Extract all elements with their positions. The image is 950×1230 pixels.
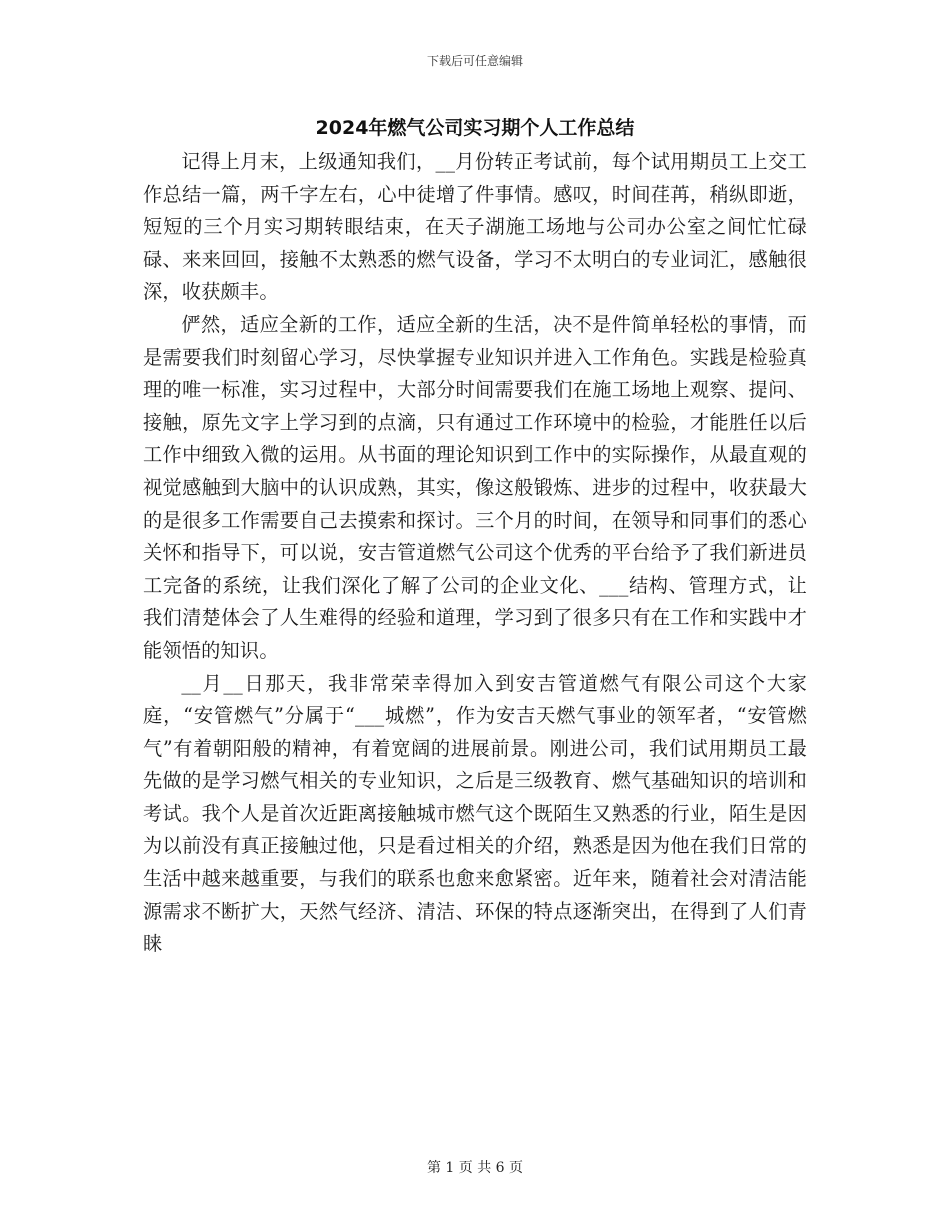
paragraph-1: 记得上月末，上级通知我们，__月份转正考试前，每个试用期员工上交工作总结一篇，两千字左右，心中徒增了件事情。感叹，时间荏苒，稍纵即逝，短短的三个月实习期转眼结束，在天子湖施工场地与公司办公室之间忙忙碌碌、来来回回，接触不太熟悉的燃气设备，学习不太明白的专业词汇，感触很深，收获颇丰。 — [143, 150, 807, 304]
page-number-footer: 第 1 页 共 6 页 — [426, 1160, 524, 1176]
page-header-note: 下载后可任意编辑 — [426, 54, 523, 68]
paragraph-3: __月__日那天，我非常荣幸得加入到安吉管道燃气有限公司这个大家庭，“安管燃气”分属于“___城燃”，作为安吉天燃气事业的领军者，“安管燃气”有着朝阳般的精神，有着宽阔的进展前景。刚进公司，我们试用期员工最先做的是学习燃气相关的专业知识，之后是三级教育、燃气基础知识的培训和考试。我个人是首次近距离接触城市燃气这个既陌生又熟悉的行业，陌生是因为以前没有真正接触过他，只是看过相关的介绍，熟悉是因为他在我们日常的生活中越来越重要，与我们的联系也愈来愈紧密。近年来，随着社会对清洁能源需求不断扩大，天然气经济、清洁、环保的特点逐渐突出，在得到了人们青睐 — [143, 671, 807, 956]
document-body — [143, 146, 807, 961]
paragraph-2: 俨然，适应全新的工作，适应全新的生活，决不是件简单轻松的事情，而是需要我们时刻留心学习，尽快掌握专业知识并进入工作角色。实践是检验真理的唯一标准，实习过程中，大部分时间需要我们在施工场地上观察、提问、接触，原先文字上学习到的点滴，只有通过工作环境中的检验，才能胜任以后工作中细致入微的运用。从书面的理论知识到工作中的实际操作，从最直观的视觉感触到大脑中的认识成熟，其实，像这般锻炼、进步的过程中，收获最大的是很多工作需要自己去摸索和探讨。三个月的时间，在领导和同事们的悉心关怀和指导下，可以说，安吉管道燃气公司这个优秀的平台给予了我们新进员工完备的系统，让我们深化了解了公司的企业文化、___结构、管理方式，让我们清楚体会了人生难得的经验和道理，学习到了很多只有在工作和实践中才能领悟的知识。 — [143, 312, 807, 662]
document-title: 2024年燃气公司实习期个人工作总结 — [315, 117, 635, 139]
